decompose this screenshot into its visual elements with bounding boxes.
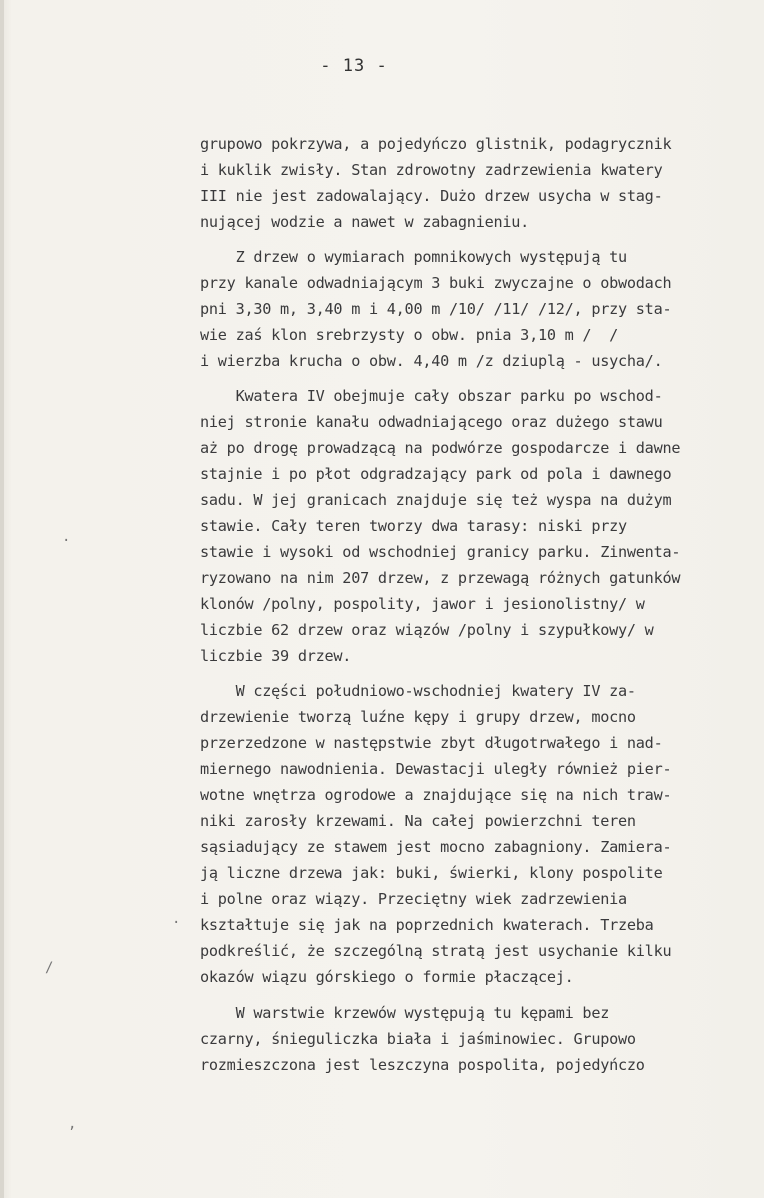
text-line: W warstwie krzewów występują tu kępami bez [200, 1004, 610, 1022]
text-line: drzewienie tworzą luźne kępy i grupy drzew, mocno [200, 708, 636, 726]
text-line: aż po drogę prowadzącą na podwórze gospodarcze i dawne [200, 439, 681, 457]
stray-mark: · [62, 533, 71, 549]
text-line: przy kanale odwadniającym 3 buki zwyczajne o obwodach [200, 274, 672, 292]
paragraph-3 [200, 383, 760, 669]
text-line: sąsiadujący ze stawem jest mocno zabagniony. Zamiera- [200, 838, 672, 856]
text-line: III nie jest zadowalający. Dużo drzew usycha w stag- [200, 187, 663, 205]
text-line: ją liczne drzewa jak: buki, świerki, klony pospolite [200, 864, 663, 882]
text-line: rozmieszczona jest leszczyna pospolita, pojedyńczo [200, 1056, 645, 1074]
text-line: ryzowano na nim 207 drzew, z przewagą różnych gatunków [200, 569, 681, 587]
text-line: czarny, śnieguliczka biała i jaśminowiec. Grupowo [200, 1030, 636, 1048]
paragraph-1 [200, 131, 760, 235]
paragraph-5 [200, 1000, 760, 1078]
text-line: stawie i wysoki od wschodniej granicy parku. Zinwenta- [200, 543, 681, 561]
text-line: W części południowo-wschodniej kwatery IV za- [200, 682, 636, 700]
text-line: niej stronie kanału odwadniającego oraz dużego stawu [200, 413, 663, 431]
text-line: i kuklik zwisły. Stan zdrowotny zadrzewienia kwatery [200, 161, 663, 179]
text-line: Kwatera IV obejmuje cały obszar parku po wschod- [200, 387, 663, 405]
text-line: niki zarosły krzewami. Na całej powierzchni teren [200, 812, 636, 830]
page-number: - 13 - [320, 56, 388, 76]
text-line: liczbie 62 drzew oraz wiązów /polny i szypułkowy/ w [200, 621, 654, 639]
text-line: kształtuje się jak na poprzednich kwaterach. Trzeba [200, 916, 654, 934]
text-line: grupowo pokrzywa, a pojedyńczo glistnik, podagrycznik [200, 135, 672, 153]
page-left-edge [0, 0, 4, 1198]
stray-mark: / [45, 960, 54, 976]
text-line: podkreślić, że szczególną stratą jest usychanie kilku [200, 942, 672, 960]
paragraph-2 [200, 244, 760, 374]
paragraph-4 [200, 678, 760, 990]
text-line: nującej wodzie a nawet w zabagnieniu. [200, 213, 530, 231]
stray-mark: , [68, 1116, 77, 1132]
text-line: stawie. Cały teren tworzy dwa tarasy: niski przy [200, 517, 627, 535]
stray-mark: · [172, 915, 181, 931]
text-line: przerzedzone w następstwie zbyt długotrwałego i nad- [200, 734, 663, 752]
text-line: i wierzba krucha o obw. 4,40 m /z dziuplą - usycha/. [200, 352, 663, 370]
text-line: i polne oraz wiązy. Przeciętny wiek zadrzewienia [200, 890, 627, 908]
text-line: miernego nawodnienia. Dewastacji uległy również pier- [200, 760, 672, 778]
text-line: sadu. W jej granicach znajduje się też wyspa na dużym [200, 491, 672, 509]
text-line: pni 3,30 m, 3,40 m i 4,00 m /10/ /11/ /12/, przy sta- [200, 300, 672, 318]
text-line: Z drzew o wymiarach pomnikowych występują tu [200, 248, 627, 266]
text-line: stajnie i po płot odgradzający park od pola i dawnego [200, 465, 672, 483]
text-line: okazów wiązu górskiego o formie płaczącej. [200, 968, 574, 986]
text-line: wie zaś klon srebrzysty o obw. pnia 3,10 m / / [200, 326, 619, 344]
text-line: wotne wnętrza ogrodowe a znajdujące się na nich traw- [200, 786, 672, 804]
text-line: liczbie 39 drzew. [200, 647, 352, 665]
text-line: klonów /polny, pospolity, jawor i jesionolistny/ w [200, 595, 645, 613]
